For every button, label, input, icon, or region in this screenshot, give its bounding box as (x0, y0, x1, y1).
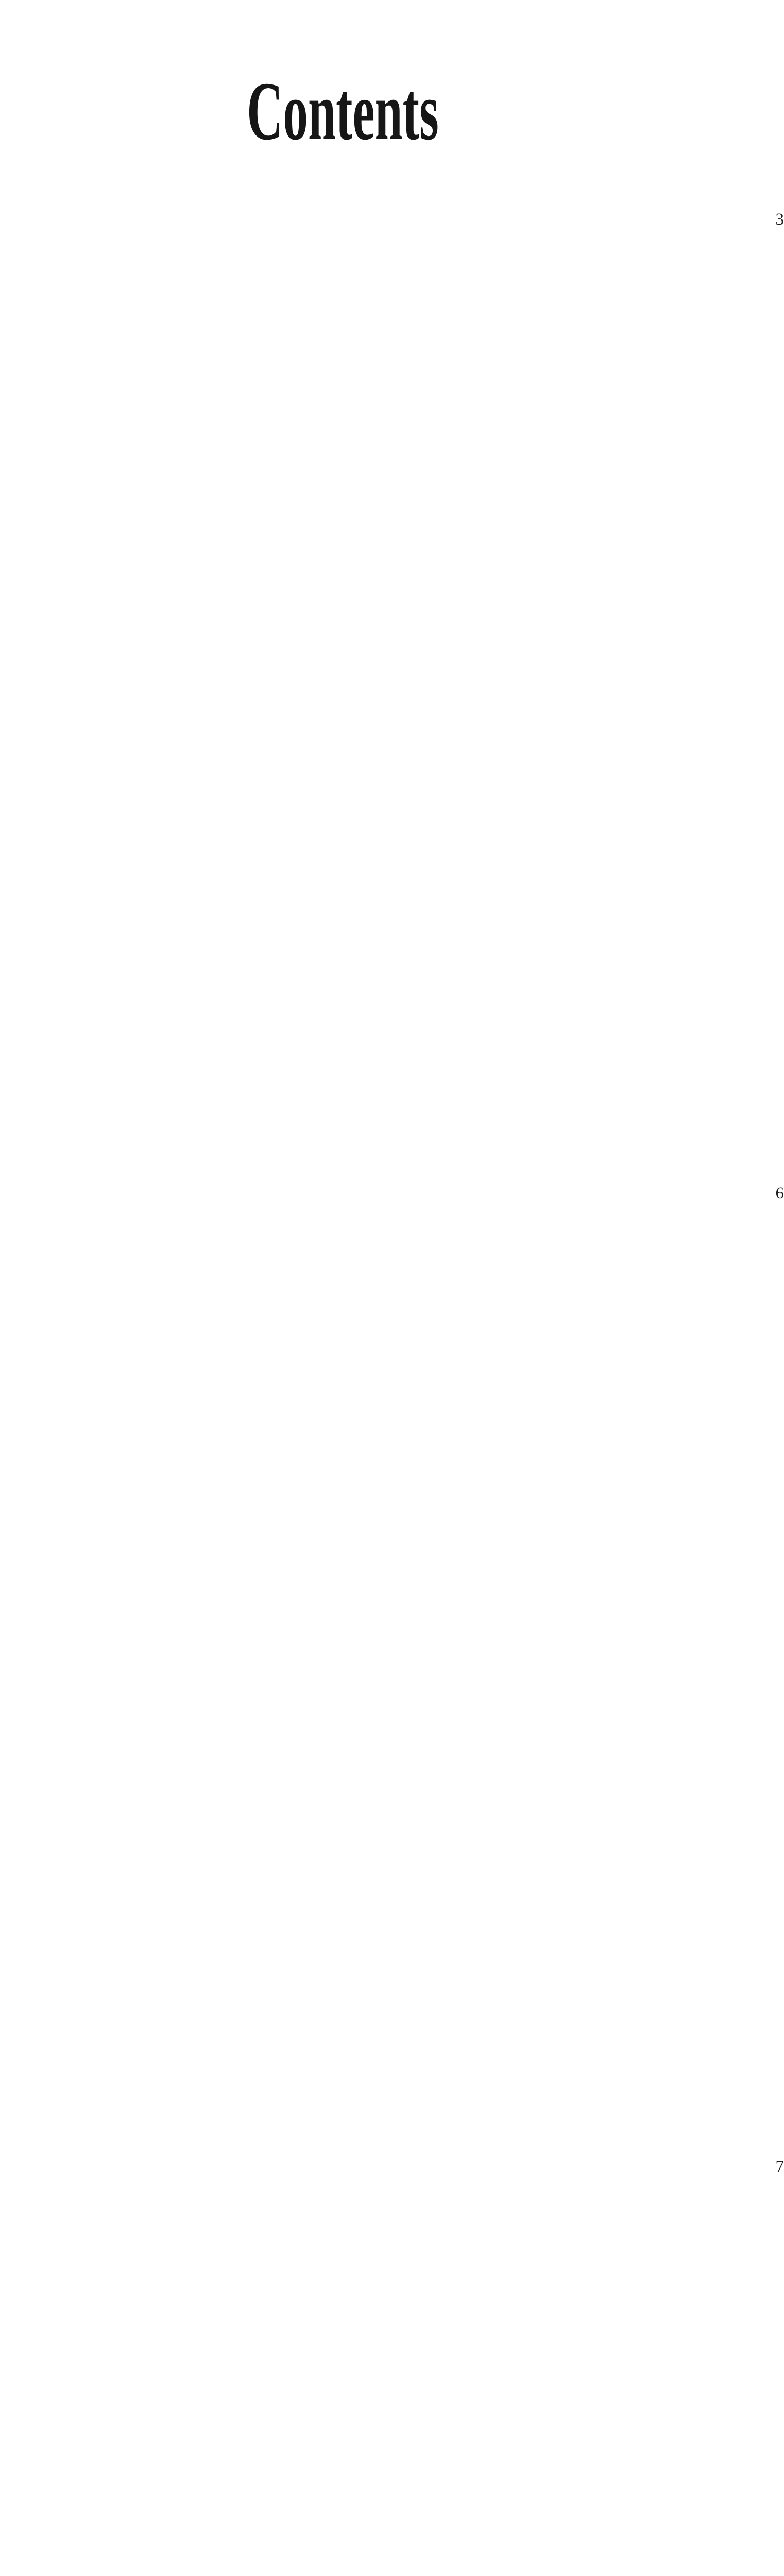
toc-row (63, 210, 784, 1184)
page-number: 3 (94, 210, 784, 1184)
toc-row (63, 2158, 784, 2576)
toc (63, 210, 784, 2576)
toc-group (63, 210, 784, 2576)
page-number: 6 (94, 1184, 784, 2158)
page-title: Contents (247, 65, 439, 158)
toc-row (63, 1184, 784, 2158)
page-number: 7 (94, 2158, 784, 2576)
